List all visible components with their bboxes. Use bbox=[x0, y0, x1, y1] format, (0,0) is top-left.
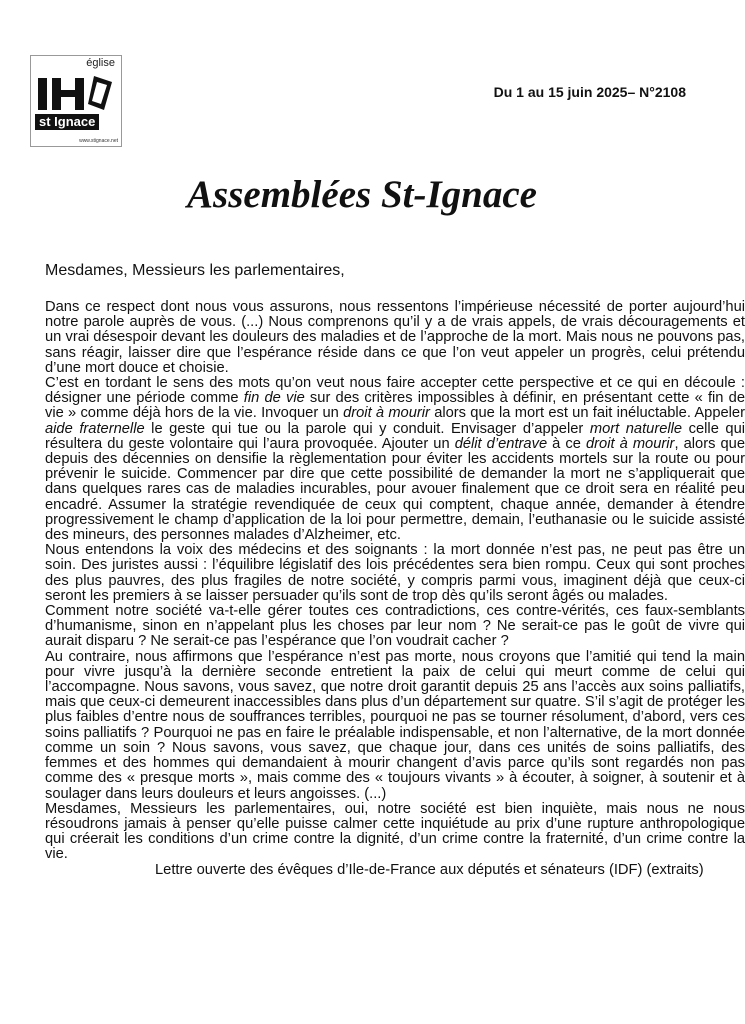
text-run: Mesdames, Messieurs les parlementaires, oui, notre société est bien inquiète, mais nous ne nous résoudrons jamais à penser qu’elle puisse calmer cette inquiétude au prix d’une rupture anthropologique qui créerait les conditions d’un crime contre la dignité, d’un crime contre la fraternité, d’un crime contre la vie. bbox=[45, 800, 745, 863]
text-run: Comment notre société va-t-elle gérer toutes ces contradictions, ces contre-vérités, ces faux-semblants d’humanisme, sinon en n’appelant plus les choses par leur nom ? Ne serait-ce pas le goût de vivre qui aurait disparu ? Ne serait-ce pas l’espérance que l’on voudrait cacher ? bbox=[45, 603, 745, 650]
italic-term: mort naturelle bbox=[589, 420, 683, 437]
logo-url: www.stignace.net bbox=[79, 138, 118, 144]
issue-date-number: Du 1 au 15 juin 2025– N°2108 bbox=[493, 84, 686, 100]
italic-term: fin de vie bbox=[243, 390, 305, 407]
page-title: Assemblées St-Ignace bbox=[187, 173, 537, 216]
text-run: Dans ce respect dont nous vous assurons, nous ressentons l’impérieuse nécessité de porter aujourd’hui notre parole auprès de vous. (...) Nous comprenons qu’il y a de vrais appels, de vrais découragements et un vrai désespoir devant les douleurs des maladies et de l’approche de la mort. Mais nous ne pouvons pas, sans réagir, laisser dire que l’espérance réside dans ce que l’on veut appeler un progrès, celui prétendu d’une mort douce et choisie. bbox=[45, 299, 745, 376]
italic-term: délit d’entrave bbox=[454, 435, 548, 452]
letter-signature: Lettre ouverte des évêques d’Ile-de-France aux députés et sénateurs (IDF) (extraits) bbox=[155, 861, 704, 878]
text-run: Au contraire, nous affirmons que l’espérance n’est pas morte, nous croyons que l’amitié qui tend la main pour vivre jusqu’à la dernière seconde entretient la paix de celui qui meurt comme de celui qui l’accompagne. Nous savons, vous savez, que notre droit garantit depuis 25 ans l’accès aux soins palliatifs, mais que ceux-ci demeurent inaccessibles dans plus d’un département sur quatre. S’il s’agit de protéger les plus faibles d’entre nous de souffrances terribles, pourquoi ne pas se tourner résolument, d’abord, vers ces soins palliatifs ? Pourquoi ne pas en faire le préalable indispensable, et non l’alternative, de la mort donnée comme un soin ? Nous savons, vous savez, que chaque jour, dans ces unités de soins palliatifs, des femmes et des hommes qui demandaient à mourir changent d’avis parce qu’ils sont regardés non pas comme des « presque morts », mais comme des « toujours vivants » à écouter, à soigner, à soutenir et à soulager dans leurs douleurs et leurs angoisses. (...) bbox=[45, 648, 745, 802]
letter-paragraph bbox=[45, 300, 745, 376]
logo-eglise-text: église bbox=[86, 57, 115, 69]
letter-paragraph bbox=[45, 376, 745, 543]
text-run: le geste qui tue ou la parole qui y conduit. Envisager d’appeler bbox=[144, 420, 590, 437]
text-run: Nous entendons la voix des médecins et des soignants : la mort donnée n’est pas, ne peut pas être un soin. Des juristes aussi : l’équilibre législatif des lois précédentes sera bien rompu. Ceux qui sont proches des plus pauvres, des plus fragiles de notre société, y compris parmi vous, imaginent déjà que ceux-ci seront les premiers à se laisser persuader qu’ils sont de trop dès qu’ils seront âgés ou malades. bbox=[45, 542, 745, 604]
letter-paragraphs bbox=[45, 300, 745, 863]
text-run: C’est en tordant le sens des mots qu’on veut nous faire accepter cette perspective et ce qui en découle : désigner une période comme bbox=[45, 375, 745, 407]
italic-term: aide fraternelle bbox=[45, 420, 145, 437]
letter-paragraph bbox=[45, 604, 745, 650]
letter-paragraph bbox=[45, 650, 745, 802]
salutation: Mesdames, Messieurs les parlementaires, bbox=[45, 262, 345, 279]
italic-term: droit à mourir bbox=[585, 435, 675, 452]
letter-paragraph bbox=[45, 543, 745, 604]
letter-body bbox=[45, 300, 745, 878]
italic-term: droit à mourir bbox=[343, 405, 430, 422]
text-run: alors que la mort est un fait inéluctable. Appeler bbox=[429, 405, 745, 422]
text-run: celle qui résultera du geste volontaire qui l’aura provoquée. Ajouter un bbox=[45, 420, 745, 452]
text-run: , alors que depuis des décennies on densifie la règlementation pour éviter les accidents mortels sur la route ou pour prévenir le suicide. Commencer par dire que cette possibilité de demander la mort ne s’appliquerait que dans quelques rares cas de maladies incurables, pour avouer finalement que ce droit sera en réalité peu encadré. Assumer la stratégie revendiquée de ceux qui comptent, chaque année, demander à étendre progressivement le champ d’application de la loi pour permettre, demain, l’euthanasie ou le suicide assisté des mineurs, des personnes malades d’Alzheimer, etc. bbox=[45, 435, 745, 544]
logo-st-ignace: st Ignace bbox=[35, 114, 99, 130]
text-run: sur des critères impossibles à définir, en présentant cette « fin de vie » comme déjà hors de la vie. Invoquer un bbox=[45, 390, 745, 422]
text-run: à ce bbox=[547, 435, 586, 452]
letter-paragraph bbox=[45, 802, 745, 863]
